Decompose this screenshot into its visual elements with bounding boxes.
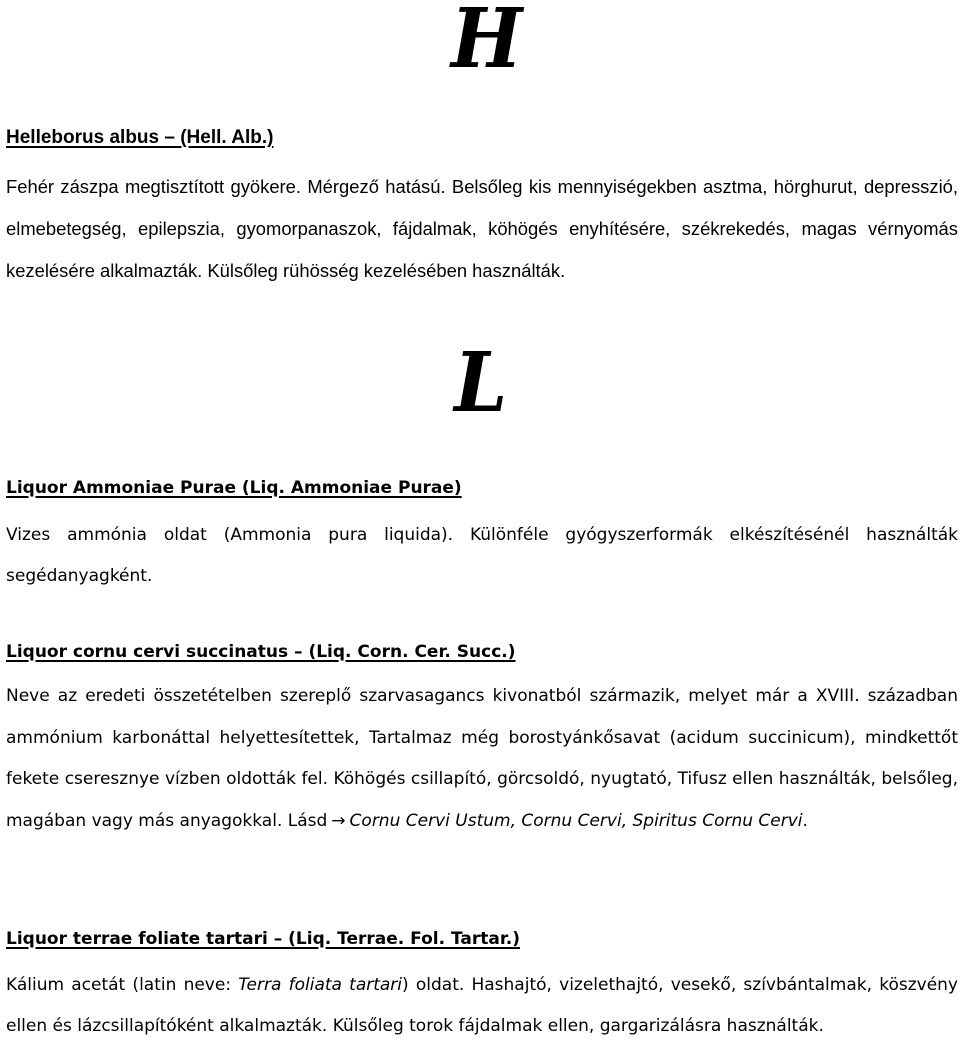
cross-reference[interactable]: Cornu Cervi Ustum, Cornu Cervi, Spiritus Cornu Cervi <box>349 810 803 831</box>
latin-name: Terra foliata tartari <box>238 975 403 995</box>
entry-text: Kálium acetát (latin neve: <box>6 975 239 995</box>
entry-body-liquor-ammoniae: Vizes ammónia oldat (Ammonia pura liquida). Különféle gyógyszerformák elkészítésénél használták segédanyagként. <box>6 525 958 586</box>
entry-text: Neve az eredeti összetételben szereplő szarvasagancs kivonatból származik, melyet már a XVIII. században ammónium karbonáttal helyettesítettek, Tartalmaz még borostyánkősavat (acidum succinicum), mindkettőt fekete cseresznye vízben oldották fel. Köhögés csillapító, görcsoldó, nyugtató, Tifusz ellen használták, belsőleg, magában vagy más anyagokkal. Lásd <box>6 686 958 831</box>
entry-text-end: . <box>802 810 808 831</box>
entry-body-liquor-terrae <box>6 965 958 1047</box>
entry-body-helleborus: Fehér zászpa megtisztított gyökere. Mérgező hatású. Belsőleg kis mennyiségekben asztma, hörghurut, depresszió, elmebetegség, epilepszia, gyomorpanaszok, fájdalmak, köhögés enyhítésére, székrekedés, magas vérnyomás kezelésére alkalmazták. Külsőleg rühösség kezelésében használták. <box>6 176 958 281</box>
entry-text-end: ) oldat. Hashajtó, vizelethajtó, vesekő, szívbántalmak, köszvény ellen és lázcsillapítóként alkalmazták. Külsőleg torok fájdalmak ellen, gargarizálásra használták. <box>6 975 958 1036</box>
section-letter-l: L <box>454 335 506 431</box>
entry-title-helleborus: Helleborus albus – (Hell. Alb.) <box>6 127 274 148</box>
entry-title-liquor-ammoniae: Liquor Ammoniae Purae (Liq. Ammoniae Purae) <box>6 478 462 498</box>
see-arrow-icon: → <box>331 810 346 831</box>
entry-title-liquor-terrae: Liquor terrae foliate tartari – (Liq. Terrae. Fol. Tartar.) <box>6 929 521 949</box>
entry-title-liquor-cornu-cervi: Liquor cornu cervi succinatus – (Liq. Corn. Cer. Succ.) <box>6 642 516 662</box>
entry-body-liquor-cornu-cervi <box>6 676 958 842</box>
section-letter-h: H <box>451 0 521 87</box>
